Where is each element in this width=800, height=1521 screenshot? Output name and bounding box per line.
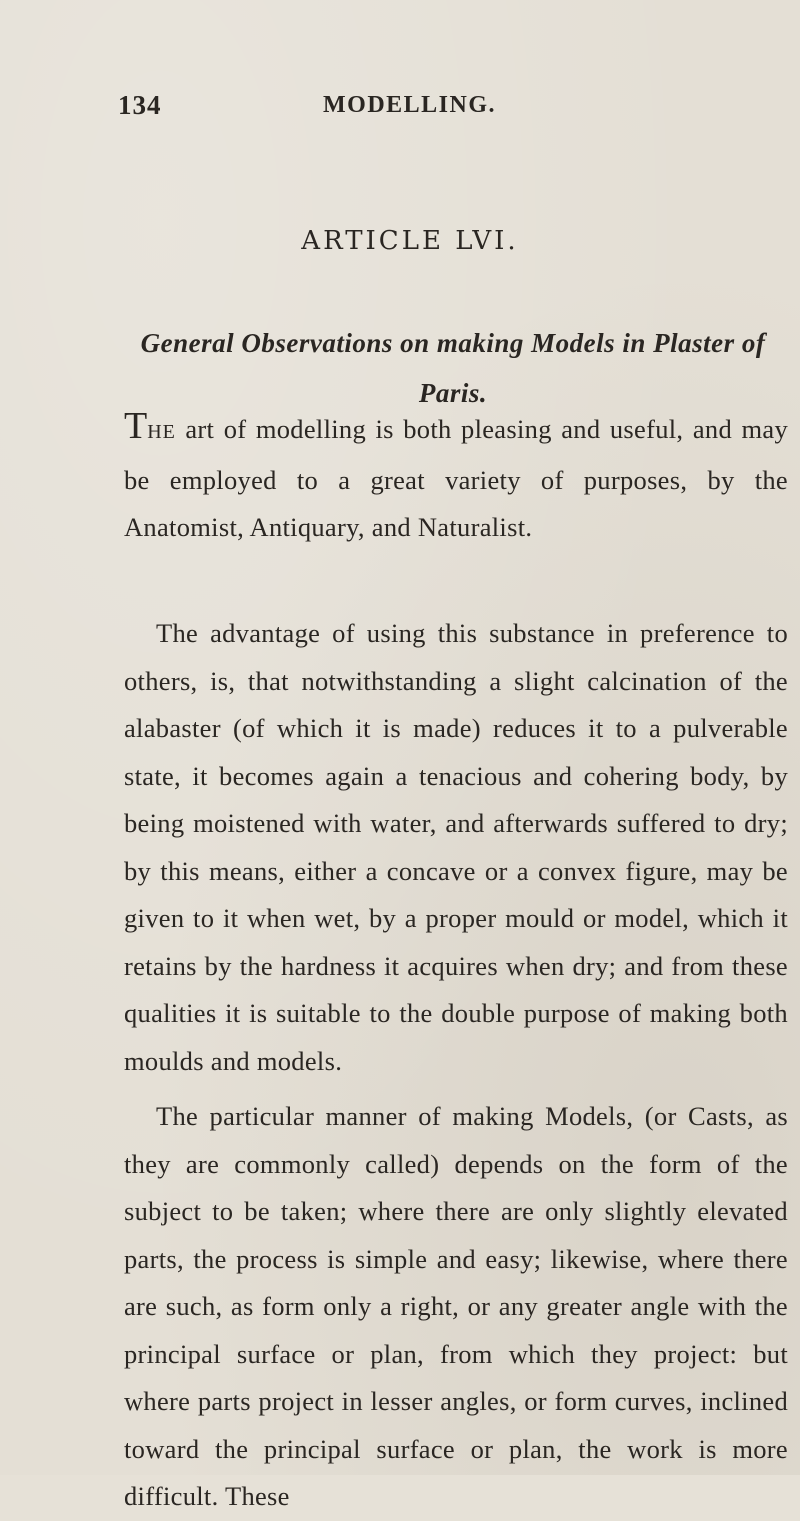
paragraph-1 xyxy=(124,406,788,552)
paragraph-2: The advantage of using this substance in preference to others, is, that notwithstanding a slight calcination of the alabaster (of which it is made) reduces it to a pulverable state, it becomes again a tenacious and cohering body, by being moistened with water, and afterwards suffered to dry; by this means, either a concave or a convex figure, may be given to it when wet, by a proper mould or model, which it retains by the hardness it acquires when dry; and from these qualities it is suitable to the double purpose of making both moulds and models. xyxy=(124,618,788,1076)
article-subtitle: General Observations on making Models in Plaster of Paris. xyxy=(140,328,766,408)
page-header xyxy=(118,90,758,130)
drop-cap: T xyxy=(124,405,148,447)
paragraph-1-text: art of modelling is both pleasing and useful, and may be employed to a great variety of purposes, by the Anatomist, Antiquary, and Naturalist. xyxy=(124,414,788,542)
paragraph-3: The particular manner of making Models, (or Casts, as they are commonly called) depends on the form of the subject to be taken; where there are only slightly elevated parts, the process is simple and easy; likewise, where there are such, as form only a right, or any greater angle with the principal surface or plan, from which they project: but where parts project in lesser angles, or form curves, inclined toward the principal surface or plan, the work is more difficult. These xyxy=(124,1101,788,1511)
page-number: 134 xyxy=(118,90,162,120)
running-head: MODELLING. xyxy=(323,92,497,118)
article-title: ARTICLE LVI. xyxy=(301,226,519,256)
small-caps: HE xyxy=(147,421,176,443)
